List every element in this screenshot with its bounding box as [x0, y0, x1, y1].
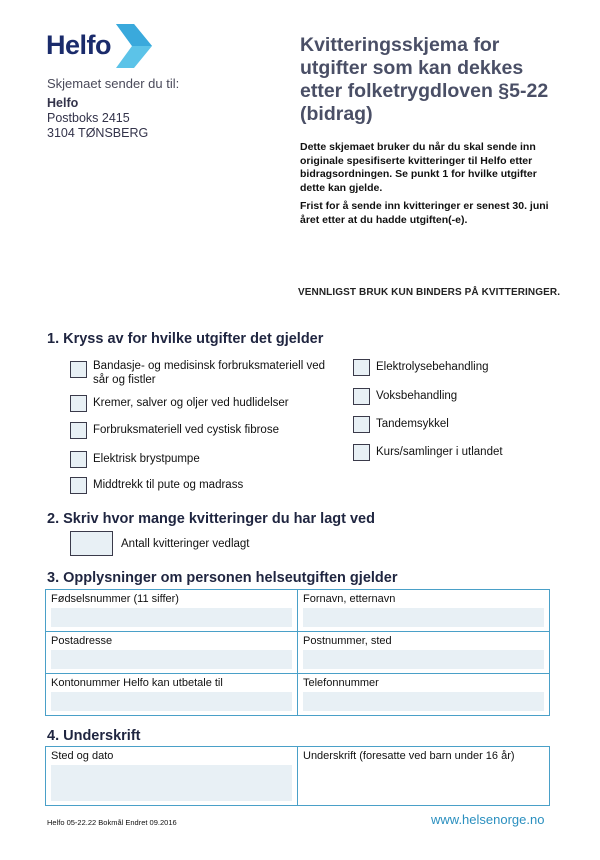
checkbox-label: Elektrolysebehandling	[376, 361, 489, 373]
sender-label: Skjemaet sender du til:	[47, 76, 180, 91]
checkbox[interactable]	[353, 444, 370, 461]
checkbox-item[interactable]	[70, 477, 243, 494]
postcode-city-field[interactable]	[303, 650, 544, 669]
phone-field[interactable]	[303, 692, 544, 711]
account-number-field[interactable]	[51, 692, 292, 711]
receipt-count-field[interactable]	[70, 531, 113, 556]
checkbox-item[interactable]	[70, 422, 279, 439]
address-block	[47, 96, 148, 141]
grid-cell	[46, 590, 297, 631]
checkbox[interactable]	[353, 359, 370, 376]
grid-row	[46, 747, 549, 805]
grid-cell	[297, 590, 549, 631]
grid-row	[46, 631, 549, 673]
grid-cell	[297, 674, 549, 715]
website-link[interactable]: www.helsenorge.no	[431, 812, 545, 827]
binder-notice: VENNLIGST BRUK KUN BINDERS PÅ KVITTERINGER.	[298, 287, 561, 298]
checkbox-label: Voksbehandling	[376, 390, 458, 402]
section-1-title: 1. Kryss av for hvilke utgifter det gjelder	[47, 331, 324, 347]
grid-row	[46, 590, 549, 631]
checkbox-item[interactable]	[70, 358, 333, 387]
field-label: Fødselsnummer (11 siffer)	[51, 593, 179, 605]
checkbox-label: Middtrekk til pute og madrass	[93, 479, 244, 491]
place-date-field[interactable]	[51, 765, 292, 801]
checkbox-item[interactable]	[353, 444, 503, 461]
logo-text: Helfo	[46, 30, 111, 60]
field-label: Telefonnummer	[303, 677, 379, 689]
signature-grid	[45, 746, 550, 806]
grid-cell	[46, 674, 297, 715]
grid-cell	[46, 632, 297, 673]
address-name: Helfo	[47, 96, 79, 110]
signature-field[interactable]	[303, 765, 544, 801]
checkbox-label: Kurs/samlinger i utlandet	[376, 446, 503, 458]
intro-text	[300, 141, 555, 232]
checkbox[interactable]	[353, 416, 370, 433]
checkbox-label: Elektrisk brystpumpe	[93, 453, 200, 465]
ssn-field[interactable]	[51, 608, 292, 627]
field-label: Sted og dato	[51, 750, 114, 762]
name-field[interactable]	[303, 608, 544, 627]
checkbox[interactable]	[70, 422, 87, 439]
checkbox-label: Forbruksmateriell ved cystisk fibrose	[93, 424, 279, 436]
grid-row	[46, 673, 549, 715]
field-label: Fornavn, etternavn	[303, 593, 396, 605]
checkbox-item[interactable]	[70, 451, 200, 468]
helfo-logo	[46, 24, 156, 68]
postal-address-field[interactable]	[51, 650, 292, 669]
section-2-title: 2. Skriv hvor mange kvitteringer du har lagt ved	[47, 511, 375, 527]
checkbox[interactable]	[70, 477, 87, 494]
grid-cell	[297, 632, 549, 673]
checkbox-item[interactable]	[353, 388, 457, 405]
checkbox-label: Bandasje- og medisinsk forbruksmateriell ved sår og fistler	[93, 360, 326, 386]
checkbox-label: Kremer, salver og oljer ved hudlidelser	[93, 397, 289, 409]
address-line2: 3104 TØNSBERG	[47, 126, 149, 140]
grid-cell	[297, 747, 549, 805]
checkbox[interactable]	[353, 388, 370, 405]
field-label: Postadresse	[51, 635, 113, 647]
chevron-logo-icon	[112, 24, 152, 68]
section-3-title: 3. Opplysninger om personen helseutgiften gjelder	[47, 570, 398, 586]
address-line1: Postboks 2415	[47, 111, 130, 125]
form-identifier: Helfo 05-22.22 Bokmål Endret 09.2016	[47, 818, 177, 827]
section-4-title: 4. Underskrift	[47, 728, 141, 744]
checkbox-label: Tandemsykkel	[376, 418, 449, 430]
checkbox-item[interactable]	[353, 359, 489, 376]
grid-cell	[46, 747, 297, 805]
form-title: Kvitteringsskjema for utgifter som kan dekkes etter folketrygdloven §5-22 (bidrag)	[300, 34, 549, 125]
checkbox[interactable]	[70, 395, 87, 412]
checkbox[interactable]	[70, 451, 87, 468]
field-label: Kontonummer Helfo kan utbetale til	[51, 677, 223, 689]
intro-paragraph-2: Frist for å sende inn kvitteringer er senest 30. juni året etter at du hadde utgiften(-e).	[300, 200, 549, 226]
intro-paragraph-1: Dette skjemaet bruker du når du skal sende inn originale spesifiserte kvitteringer til Helfo etter bidragsordningen. Se punkt 1 for hvilke utgifter dette kan gjelde.	[300, 141, 537, 194]
personal-info-grid	[45, 589, 550, 716]
checkbox-item[interactable]	[70, 395, 289, 412]
receipt-count-label: Antall kvitteringer vedlagt	[121, 538, 250, 550]
field-label: Underskrift (foresatte ved barn under 16 år)	[303, 750, 515, 762]
checkbox[interactable]	[70, 361, 87, 378]
field-label: Postnummer, sted	[303, 635, 392, 647]
checkbox-item[interactable]	[353, 416, 449, 433]
